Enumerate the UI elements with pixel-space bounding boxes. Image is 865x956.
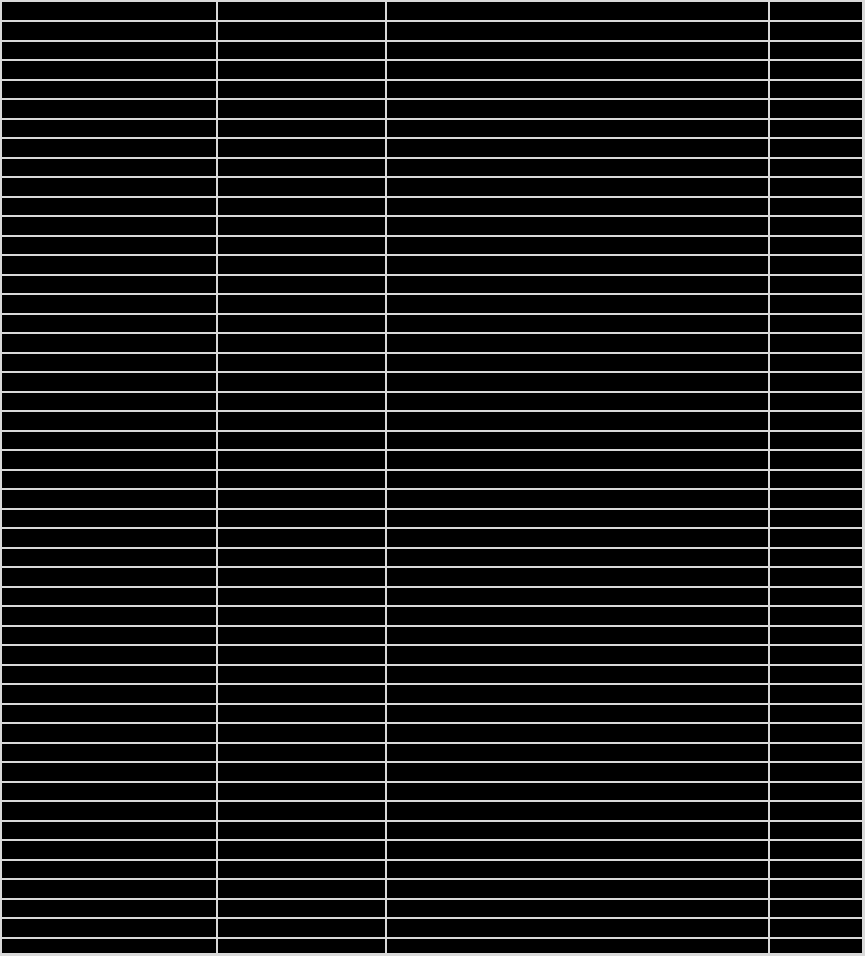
table-cell <box>2 939 216 954</box>
table-cell <box>770 490 862 508</box>
table-cell <box>770 217 862 235</box>
table-cell <box>2 61 216 79</box>
table-cell <box>387 412 768 430</box>
table-cell <box>218 744 385 762</box>
table-cell <box>218 763 385 781</box>
table-cell <box>2 763 216 781</box>
table-cell <box>2 919 216 937</box>
table-cell <box>218 295 385 313</box>
table-cell <box>387 685 768 703</box>
table-cell <box>2 646 216 664</box>
table-cell <box>2 81 216 99</box>
table-cell <box>218 22 385 40</box>
table-cell <box>770 2 862 20</box>
table-cell <box>387 841 768 859</box>
table-cell <box>2 432 216 450</box>
table-cell <box>770 783 862 801</box>
table-cell <box>2 549 216 567</box>
table-cell <box>387 763 768 781</box>
table-cell <box>2 373 216 391</box>
table-cell <box>218 783 385 801</box>
table-cell <box>218 139 385 157</box>
table-cell <box>770 334 862 352</box>
table-cell <box>387 295 768 313</box>
table-cell <box>218 61 385 79</box>
table-cell <box>218 100 385 118</box>
table-cell <box>770 139 862 157</box>
table-cell <box>2 412 216 430</box>
table-cell <box>218 120 385 138</box>
table-cell <box>387 900 768 918</box>
table-cell <box>218 724 385 742</box>
table-cell <box>770 373 862 391</box>
table-cell <box>2 295 216 313</box>
table-cell <box>2 802 216 820</box>
table-cell <box>770 802 862 820</box>
table-cell <box>218 802 385 820</box>
table-cell <box>2 627 216 645</box>
table-cell <box>2 510 216 528</box>
table-cell <box>387 588 768 606</box>
table-cell <box>770 22 862 40</box>
table-cell <box>387 627 768 645</box>
table-cell <box>218 627 385 645</box>
table-cell <box>387 529 768 547</box>
table-cell <box>2 841 216 859</box>
table-cell <box>2 724 216 742</box>
table-cell <box>218 178 385 196</box>
table-cell <box>387 276 768 294</box>
table-cell <box>387 802 768 820</box>
table-cell <box>2 880 216 898</box>
table-cell <box>387 217 768 235</box>
table-cell <box>387 42 768 60</box>
table-cell <box>387 120 768 138</box>
table-cell <box>387 334 768 352</box>
table-cell <box>387 198 768 216</box>
table-cell <box>387 100 768 118</box>
table-cell <box>770 607 862 625</box>
table-cell <box>387 919 768 937</box>
table-cell <box>2 744 216 762</box>
table-cell <box>770 549 862 567</box>
table-cell <box>770 822 862 840</box>
table-cell <box>387 139 768 157</box>
table-cell <box>2 529 216 547</box>
table-cell <box>770 627 862 645</box>
table-cell <box>770 42 862 60</box>
table-cell <box>2 685 216 703</box>
table-cell <box>218 685 385 703</box>
table-cell <box>2 276 216 294</box>
table-cell <box>2 568 216 586</box>
table-cell <box>387 393 768 411</box>
table-cell <box>218 607 385 625</box>
table-cell <box>770 880 862 898</box>
table-cell <box>218 822 385 840</box>
table-cell <box>770 354 862 372</box>
table-cell <box>387 471 768 489</box>
table-cell <box>2 588 216 606</box>
table-cell <box>218 841 385 859</box>
table-cell <box>218 315 385 333</box>
table-cell <box>218 939 385 954</box>
table-cell <box>387 568 768 586</box>
table-cell <box>387 880 768 898</box>
table-cell <box>387 237 768 255</box>
table-cell <box>218 510 385 528</box>
table-cell <box>387 549 768 567</box>
table-cell <box>387 373 768 391</box>
table-cell <box>770 939 862 954</box>
table-cell <box>2 783 216 801</box>
table-cell <box>2 217 216 235</box>
table-cell <box>770 178 862 196</box>
table-cell <box>2 900 216 918</box>
table-cell <box>770 120 862 138</box>
table-cell <box>387 22 768 40</box>
table-cell <box>2 42 216 60</box>
table-cell <box>770 919 862 937</box>
table-cell <box>218 412 385 430</box>
table-cell <box>218 549 385 567</box>
table-cell <box>218 646 385 664</box>
table-cell <box>770 100 862 118</box>
table-cell <box>770 471 862 489</box>
table-cell <box>387 861 768 879</box>
table-cell <box>2 237 216 255</box>
table-cell <box>218 42 385 60</box>
table-cell <box>770 666 862 684</box>
table-cell <box>387 783 768 801</box>
table-cell <box>770 451 862 469</box>
table-cell <box>2 451 216 469</box>
table-cell <box>770 646 862 664</box>
table-cell <box>218 159 385 177</box>
table-cell <box>770 705 862 723</box>
table-cell <box>770 412 862 430</box>
table-cell <box>770 510 862 528</box>
table-cell <box>2 354 216 372</box>
table-cell <box>387 178 768 196</box>
table-cell <box>2 822 216 840</box>
table-cell <box>770 393 862 411</box>
table-cell <box>218 451 385 469</box>
table-cell <box>218 217 385 235</box>
table-cell <box>218 490 385 508</box>
table-cell <box>770 841 862 859</box>
table-cell <box>218 237 385 255</box>
table-cell <box>770 256 862 274</box>
table-cell <box>2 490 216 508</box>
table-cell <box>770 61 862 79</box>
table-cell <box>387 451 768 469</box>
table-cell <box>387 510 768 528</box>
table-cell <box>218 2 385 20</box>
table-cell <box>387 724 768 742</box>
table-cell <box>2 178 216 196</box>
table-cell <box>218 861 385 879</box>
table-cell <box>218 432 385 450</box>
table-cell <box>387 315 768 333</box>
table-cell <box>770 159 862 177</box>
table-cell <box>2 861 216 879</box>
table-cell <box>218 705 385 723</box>
table-cell <box>218 588 385 606</box>
table-cell <box>218 276 385 294</box>
table-cell <box>387 705 768 723</box>
table-cell <box>218 354 385 372</box>
table-cell <box>2 393 216 411</box>
table-cell <box>387 490 768 508</box>
table-cell <box>2 159 216 177</box>
table-cell <box>218 880 385 898</box>
table-cell <box>770 529 862 547</box>
table-cell <box>2 2 216 20</box>
table-cell <box>2 705 216 723</box>
table-cell <box>387 822 768 840</box>
table-cell <box>2 334 216 352</box>
table-cell <box>218 568 385 586</box>
table-cell <box>770 237 862 255</box>
table-cell <box>218 666 385 684</box>
table-cell <box>770 685 862 703</box>
table-cell <box>2 120 216 138</box>
table-cell <box>387 81 768 99</box>
table-cell <box>770 295 862 313</box>
table-cell <box>218 471 385 489</box>
table-cell <box>770 315 862 333</box>
table-cell <box>770 432 862 450</box>
table-cell <box>218 529 385 547</box>
table-cell <box>218 334 385 352</box>
table-cell <box>770 81 862 99</box>
table-cell <box>2 315 216 333</box>
table-cell <box>2 256 216 274</box>
table-cell <box>770 568 862 586</box>
table-cell <box>770 724 862 742</box>
table-cell <box>770 276 862 294</box>
table-cell <box>387 939 768 954</box>
table-cell <box>2 100 216 118</box>
table-cell <box>387 2 768 20</box>
table-cell <box>387 61 768 79</box>
table-cell <box>218 373 385 391</box>
table-cell <box>218 393 385 411</box>
table-cell <box>387 256 768 274</box>
table-cell <box>218 256 385 274</box>
table-cell <box>770 588 862 606</box>
table-cell <box>387 354 768 372</box>
table-cell <box>218 900 385 918</box>
table-cell <box>2 607 216 625</box>
table-cell <box>2 666 216 684</box>
table-cell <box>770 861 862 879</box>
table-cell <box>2 471 216 489</box>
table-cell <box>2 198 216 216</box>
table-cell <box>218 198 385 216</box>
table-cell <box>770 744 862 762</box>
table-cell <box>387 646 768 664</box>
table-cell <box>2 139 216 157</box>
table-cell <box>387 666 768 684</box>
table-cell <box>770 198 862 216</box>
table-cell <box>2 22 216 40</box>
table-cell <box>387 744 768 762</box>
table-cell <box>770 763 862 781</box>
table-cell <box>770 900 862 918</box>
table-cell <box>387 159 768 177</box>
table-cell <box>387 607 768 625</box>
table-cell <box>218 81 385 99</box>
table-cell <box>387 432 768 450</box>
table-cell <box>218 919 385 937</box>
